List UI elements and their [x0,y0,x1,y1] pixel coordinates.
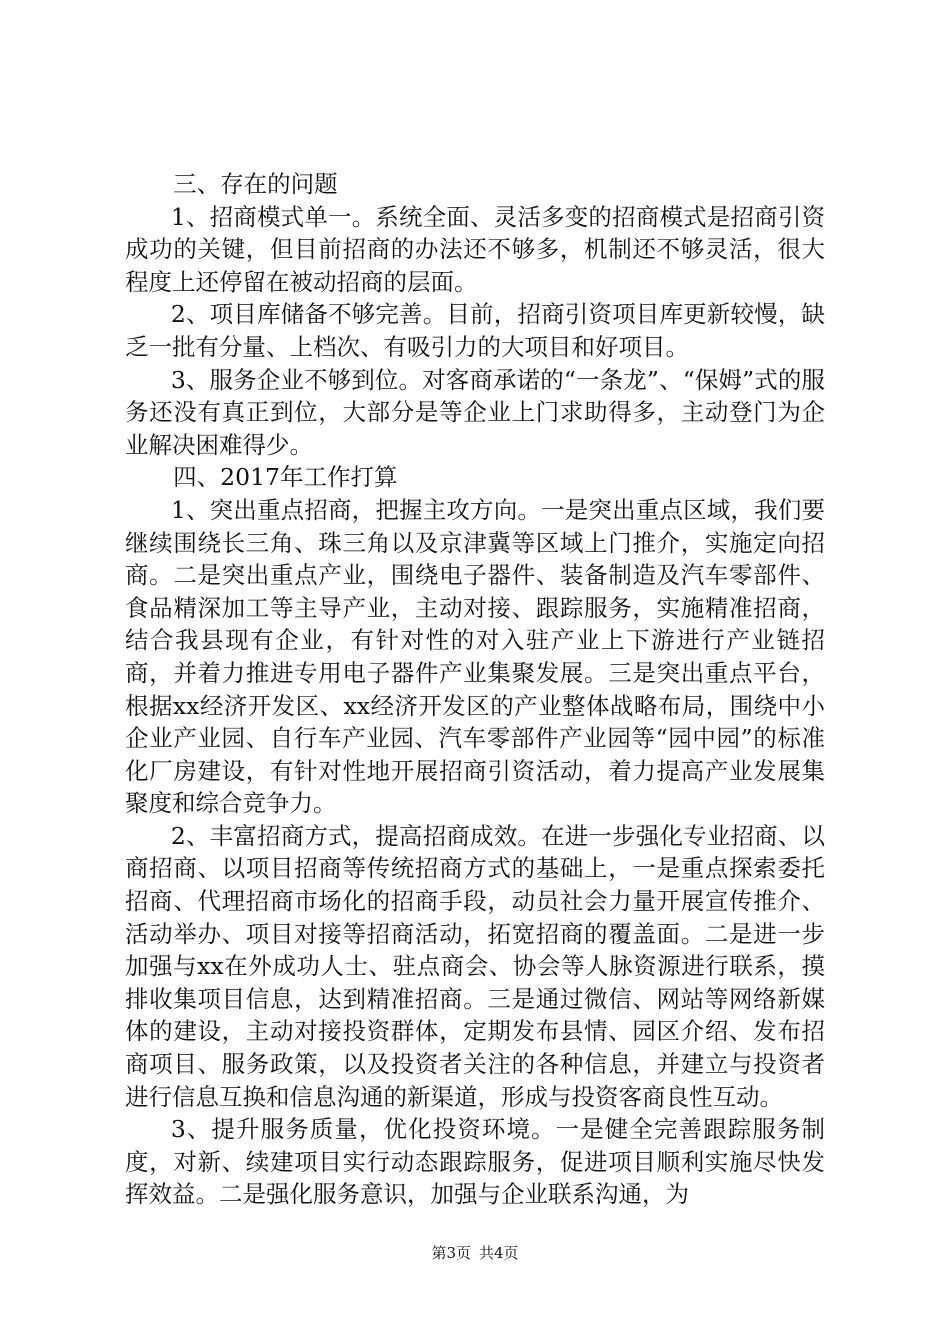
page-footer [0,1243,950,1263]
page-total: 共4页 [479,1244,519,1262]
paragraph-problem-3: 3、服务企业不够到位。对客商承诺的“一条龙”、“保姆”式的服务还没有真正到位，大部分是等企业上门求助得多，主动登门为企业解决困难得少。 [125,365,825,459]
paragraph-problem-2: 2、项目库储备不够完善。目前，招商引资项目库更新较慢，缺乏一批有分量、上档次、有吸引力的大项目和好项目。 [125,300,825,361]
paragraph-plan-3: 3、提升服务质量，优化投资环境。一是健全完善跟踪服务制度，对新、续建项目实行动态跟踪服务，促进项目顺利实施尽快发挥效益。二是强化服务意识，加强与企业联系沟通，为 [125,1115,825,1209]
section-heading-plan: 四、2017年工作打算 [173,463,398,492]
paragraph-plan-1: 1、突出重点招商，把握主攻方向。一是突出重点区域，我们要继续围绕长三角、珠三角以及京津冀等区域上门推介，实施定向招商。二是突出重点产业，围绕电子器件、装备制造及汽车零部件、食品精深加工等主导产业，主动对接、跟踪服务，实施精准招商，结合我县现有企业，有针对性的对入驻产业上下游进行产业链招商，并着力推进专用电子器件产业集聚发展。三是突出重点平台，根据xx经济开发区、xx经济开发区的产业整体战略布局，围绕中小企业产业园、自行车产业园、汽车零部件产业园等“园中园”的标准化厂房建设，有针对性地开展招商引资活动，着力提高产业发展集聚度和综合竞争力。 [125,495,825,818]
paragraph-problem-1: 1、招商模式单一。系统全面、灵活多变的招商模式是招商引资成功的关键，但目前招商的办法还不够多，机制还不够灵活，很大程度上还停留在被动招商的层面。 [125,202,825,296]
paragraph-plan-2: 2、丰富招商方式，提高招商成效。在进一步强化专业招商、以商招商、以项目招商等传统招商方式的基础上，一是重点探索委托招商、代理招商市场化的招商手段，动员社会力量开展宣传推介、活动举办、项目对接等招商活动，拓宽招商的覆盖面。二是进一步加强与xx在外成功人士、驻点商会、协会等人脉资源进行联系，摸排收集项目信息，达到精准招商。三是通过微信、网站等网络新媒体的建设，主动对接投资群体，定期发布县情、园区介绍、发布招商项目、服务政策，以及投资者关注的各种信息，并建立与投资者进行信息互换和信息沟通的新渠道，形成与投资客商良性互动。 [125,821,825,1111]
document-body [125,168,825,1211]
section-heading-problems: 三、存在的问题 [173,170,338,198]
page-number: 第3页 [431,1244,471,1262]
